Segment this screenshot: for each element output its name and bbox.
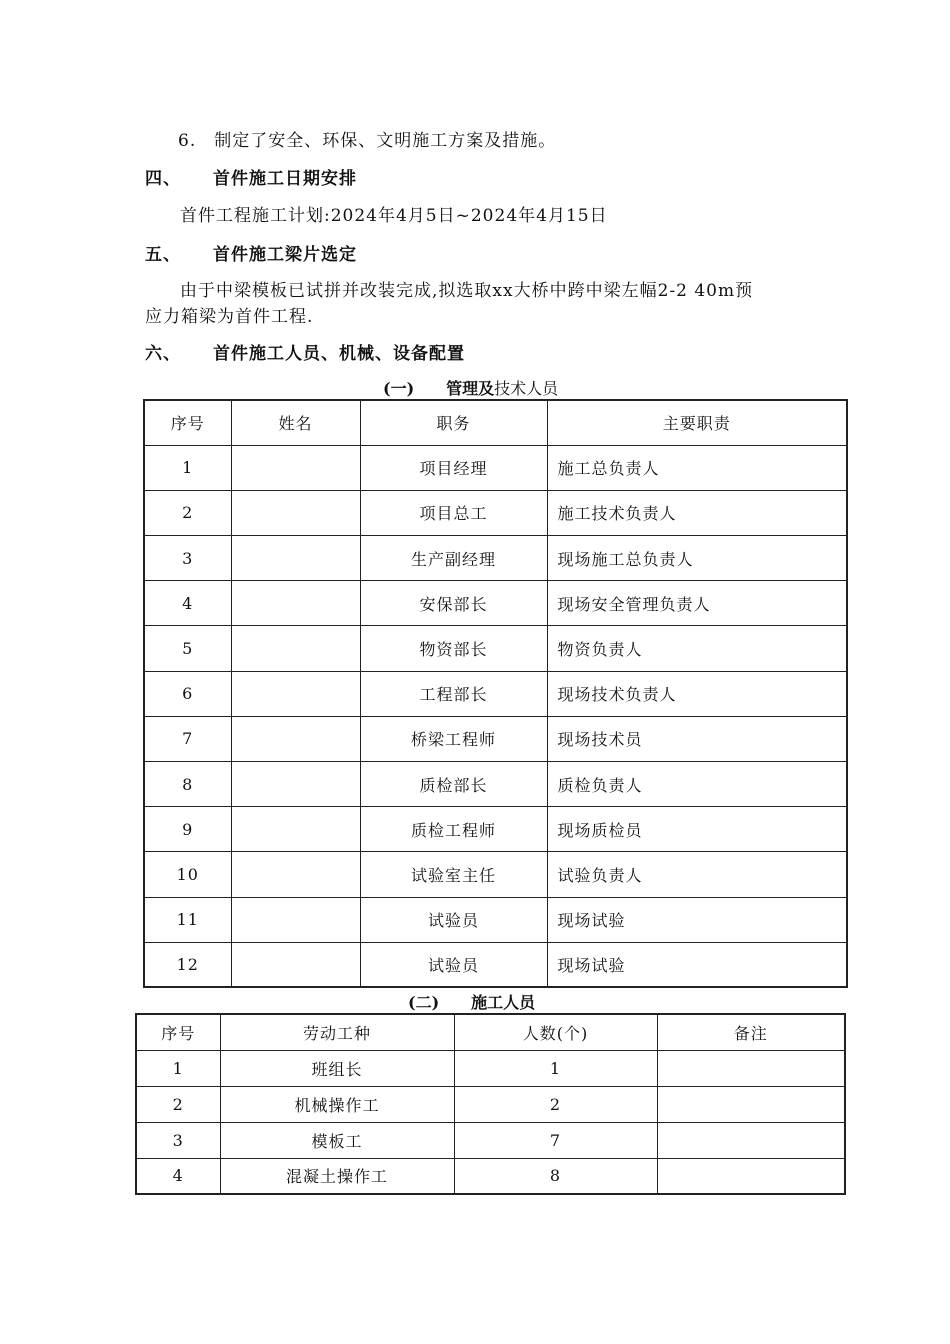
table-cell: 试验室主任 bbox=[360, 852, 547, 897]
table-row bbox=[136, 1050, 845, 1086]
section-heading-4 bbox=[145, 164, 357, 189]
table-cell bbox=[231, 626, 360, 671]
column-header: 姓名 bbox=[231, 400, 360, 445]
table-row bbox=[144, 852, 847, 897]
table-cell: 生产副经理 bbox=[360, 536, 547, 581]
table-cell: 7 bbox=[454, 1122, 657, 1158]
caption-number: (一) bbox=[383, 379, 415, 398]
table-cell: 现场质检员 bbox=[547, 807, 847, 852]
table-cell bbox=[231, 445, 360, 490]
table-cell bbox=[657, 1158, 845, 1194]
column-header: 序号 bbox=[136, 1014, 220, 1050]
table-cell: 1 bbox=[454, 1050, 657, 1086]
list-item-6: 6. 制定了安全、环保、文明施工方案及措施。 bbox=[178, 131, 557, 151]
table-cell: 8 bbox=[144, 762, 231, 807]
table-cell: 物资部长 bbox=[360, 626, 547, 671]
table-cell: 1 bbox=[136, 1050, 220, 1086]
caption-number: (二) bbox=[408, 993, 440, 1012]
table-row bbox=[136, 1122, 845, 1158]
table-cell bbox=[231, 897, 360, 942]
table-cell: 10 bbox=[144, 852, 231, 897]
caption-text: 施工人员 bbox=[471, 993, 536, 1012]
section-number: 四、 bbox=[145, 169, 181, 189]
table-cell: 8 bbox=[454, 1158, 657, 1194]
caption-text: 技术人员 bbox=[494, 379, 559, 398]
table-cell: 6 bbox=[144, 671, 231, 716]
table-cell bbox=[231, 581, 360, 626]
table-cell bbox=[231, 942, 360, 987]
section-title: 首件施工日期安排 bbox=[213, 169, 357, 189]
caption-bold-text: 管理及 bbox=[446, 379, 495, 398]
table-cell: 试验员 bbox=[360, 897, 547, 942]
table-cell: 混凝土操作工 bbox=[220, 1158, 454, 1194]
construction-workers-table bbox=[135, 1013, 846, 1195]
table-cell: 5 bbox=[144, 626, 231, 671]
table-cell: 3 bbox=[136, 1122, 220, 1158]
section-number: 六、 bbox=[145, 344, 181, 364]
table-cell bbox=[231, 490, 360, 535]
table-cell: 现场安全管理负责人 bbox=[547, 581, 847, 626]
section-title: 首件施工梁片选定 bbox=[213, 245, 357, 265]
selection-paragraph-line1: 由于中梁模板已试拼并改装完成,拟选取xx大桥中跨中梁左幅2-2 40m预 bbox=[180, 281, 754, 301]
table-cell: 项目经理 bbox=[360, 445, 547, 490]
table-cell: 模板工 bbox=[220, 1122, 454, 1158]
table-cell: 7 bbox=[144, 716, 231, 761]
table-cell bbox=[231, 671, 360, 716]
table-cell: 现场技术员 bbox=[547, 716, 847, 761]
column-header: 备注 bbox=[657, 1014, 845, 1050]
table-row bbox=[144, 626, 847, 671]
table-cell bbox=[231, 807, 360, 852]
management-staff-table bbox=[143, 399, 848, 988]
table-cell: 9 bbox=[144, 807, 231, 852]
table-row bbox=[144, 490, 847, 535]
table-cell bbox=[231, 852, 360, 897]
section-heading-6 bbox=[145, 339, 465, 364]
table-row bbox=[144, 716, 847, 761]
table2-caption bbox=[408, 990, 535, 1013]
column-header: 职务 bbox=[360, 400, 547, 445]
table-cell: 项目总工 bbox=[360, 490, 547, 535]
column-header: 人数(个) bbox=[454, 1014, 657, 1050]
table-row bbox=[136, 1086, 845, 1122]
table-cell: 3 bbox=[144, 536, 231, 581]
table-cell: 2 bbox=[144, 490, 231, 535]
table-row bbox=[144, 762, 847, 807]
table-cell: 现场技术负责人 bbox=[547, 671, 847, 716]
table-cell: 2 bbox=[136, 1086, 220, 1122]
table-cell: 试验员 bbox=[360, 942, 547, 987]
table-cell bbox=[657, 1122, 845, 1158]
table-row bbox=[144, 942, 847, 987]
table-cell: 机械操作工 bbox=[220, 1086, 454, 1122]
table-cell: 11 bbox=[144, 897, 231, 942]
column-header: 劳动工种 bbox=[220, 1014, 454, 1050]
table-cell bbox=[657, 1086, 845, 1122]
header-row bbox=[136, 1014, 845, 1050]
table-cell: 4 bbox=[144, 581, 231, 626]
column-header: 序号 bbox=[144, 400, 231, 445]
table-cell: 现场试验 bbox=[547, 942, 847, 987]
table-cell: 工程部长 bbox=[360, 671, 547, 716]
table-cell bbox=[231, 762, 360, 807]
table-cell: 4 bbox=[136, 1158, 220, 1194]
table-cell: 桥梁工程师 bbox=[360, 716, 547, 761]
table-cell: 1 bbox=[144, 445, 231, 490]
table-cell bbox=[657, 1050, 845, 1086]
table-cell bbox=[231, 716, 360, 761]
table-row bbox=[144, 671, 847, 716]
table-cell: 施工技术负责人 bbox=[547, 490, 847, 535]
table-row bbox=[144, 807, 847, 852]
table-cell: 现场试验 bbox=[547, 897, 847, 942]
table-row bbox=[144, 897, 847, 942]
table-cell: 现场施工总负责人 bbox=[547, 536, 847, 581]
table-row bbox=[144, 581, 847, 626]
header-row bbox=[144, 400, 847, 445]
table-cell bbox=[231, 536, 360, 581]
table-row bbox=[144, 445, 847, 490]
section-number: 五、 bbox=[145, 245, 181, 265]
selection-paragraph-line2: 应力箱梁为首件工程. bbox=[145, 307, 314, 327]
table-cell: 物资负责人 bbox=[547, 626, 847, 671]
table-cell: 质检负责人 bbox=[547, 762, 847, 807]
table-cell: 试验负责人 bbox=[547, 852, 847, 897]
table-cell: 质检部长 bbox=[360, 762, 547, 807]
table-cell: 2 bbox=[454, 1086, 657, 1122]
column-header: 主要职责 bbox=[547, 400, 847, 445]
table-cell: 质检工程师 bbox=[360, 807, 547, 852]
table-row bbox=[136, 1158, 845, 1194]
section-heading-5 bbox=[145, 240, 357, 265]
table-cell: 12 bbox=[144, 942, 231, 987]
schedule-paragraph: 首件工程施工计划:2024年4月5日~2024年4月15日 bbox=[180, 206, 608, 226]
table1-caption bbox=[383, 376, 558, 399]
section-title: 首件施工人员、机械、设备配置 bbox=[213, 344, 465, 364]
table-cell: 施工总负责人 bbox=[547, 445, 847, 490]
table-cell: 安保部长 bbox=[360, 581, 547, 626]
table-row bbox=[144, 536, 847, 581]
table-cell: 班组长 bbox=[220, 1050, 454, 1086]
